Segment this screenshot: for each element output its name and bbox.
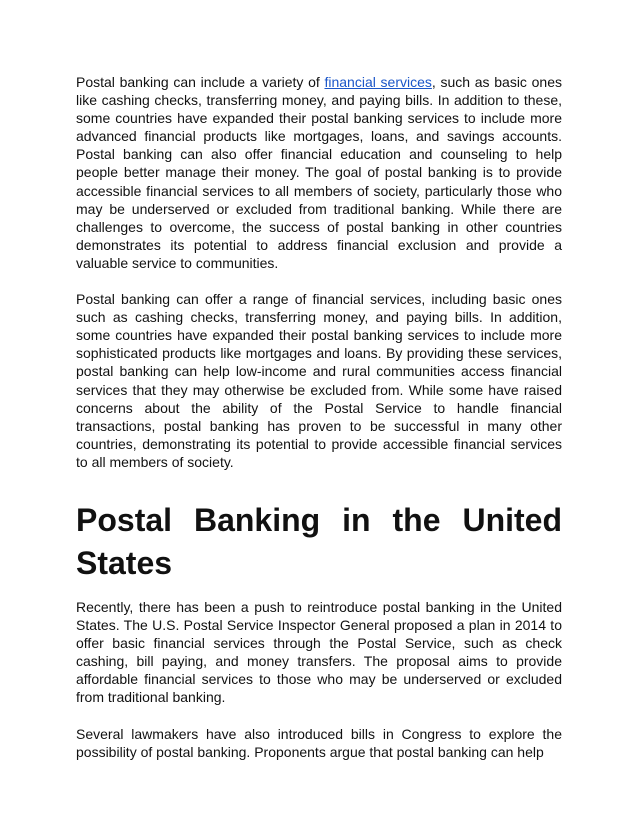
- paragraph-lawmakers: Several lawmakers have also introduced bills in Congress to explore the possibility of postal banking. Proponents argue that postal banking can help: [76, 725, 562, 760]
- paragraph-text-start: Postal banking can include a variety of: [76, 74, 325, 90]
- section-heading: Postal Banking in the United States: [76, 501, 562, 581]
- paragraph-services-overview: [76, 73, 562, 272]
- financial-services-link[interactable]: financial services: [324, 74, 432, 90]
- paragraph-services-range: Postal banking can offer a range of financial services, including basic ones such as cashing checks, transferring money, and paying bills. In addition, some countries have expanded their postal banking services to include more sophisticated products like mortgages and loans. By providing these services, postal banking can help low-income and rural communities access financial services that they may otherwise be excluded from. While some have raised concerns about the ability of the Postal Service to handle financial transactions, postal banking has proven to be successful in many other countries, demonstrating its potential to provide accessible financial services to all members of society.: [76, 291, 562, 470]
- paragraph-text-end: , such as basic ones like cashing checks, transferring money, and paying bills. In addition to these, some countries have expanded their postal banking services to include more advanced financial products like mortgages, loans, and savings accounts. Postal banking can also offer financial education and counseling to help people better manage their money. The goal of postal banking is to provide accessible financial services to all members of society, particularly those who may be underserved or excluded from traditional banking. While there are challenges to overcome, the success of postal banking in other countries demonstrates its potential to address financial exclusion and provide a valuable service to communities.: [76, 74, 562, 271]
- paragraph-us-reintroduction: Recently, there has been a push to reintroduce postal banking in the United States. The U.S. Postal Service Inspector General proposed a plan in 2014 to offer basic financial services through the Postal Service, such as check cashing, bill paying, and money transfers. The proposal aims to provide affordable financial services to those who may be underserved or excluded from traditional banking.: [76, 598, 562, 706]
- document-page: [76, 73, 562, 779]
